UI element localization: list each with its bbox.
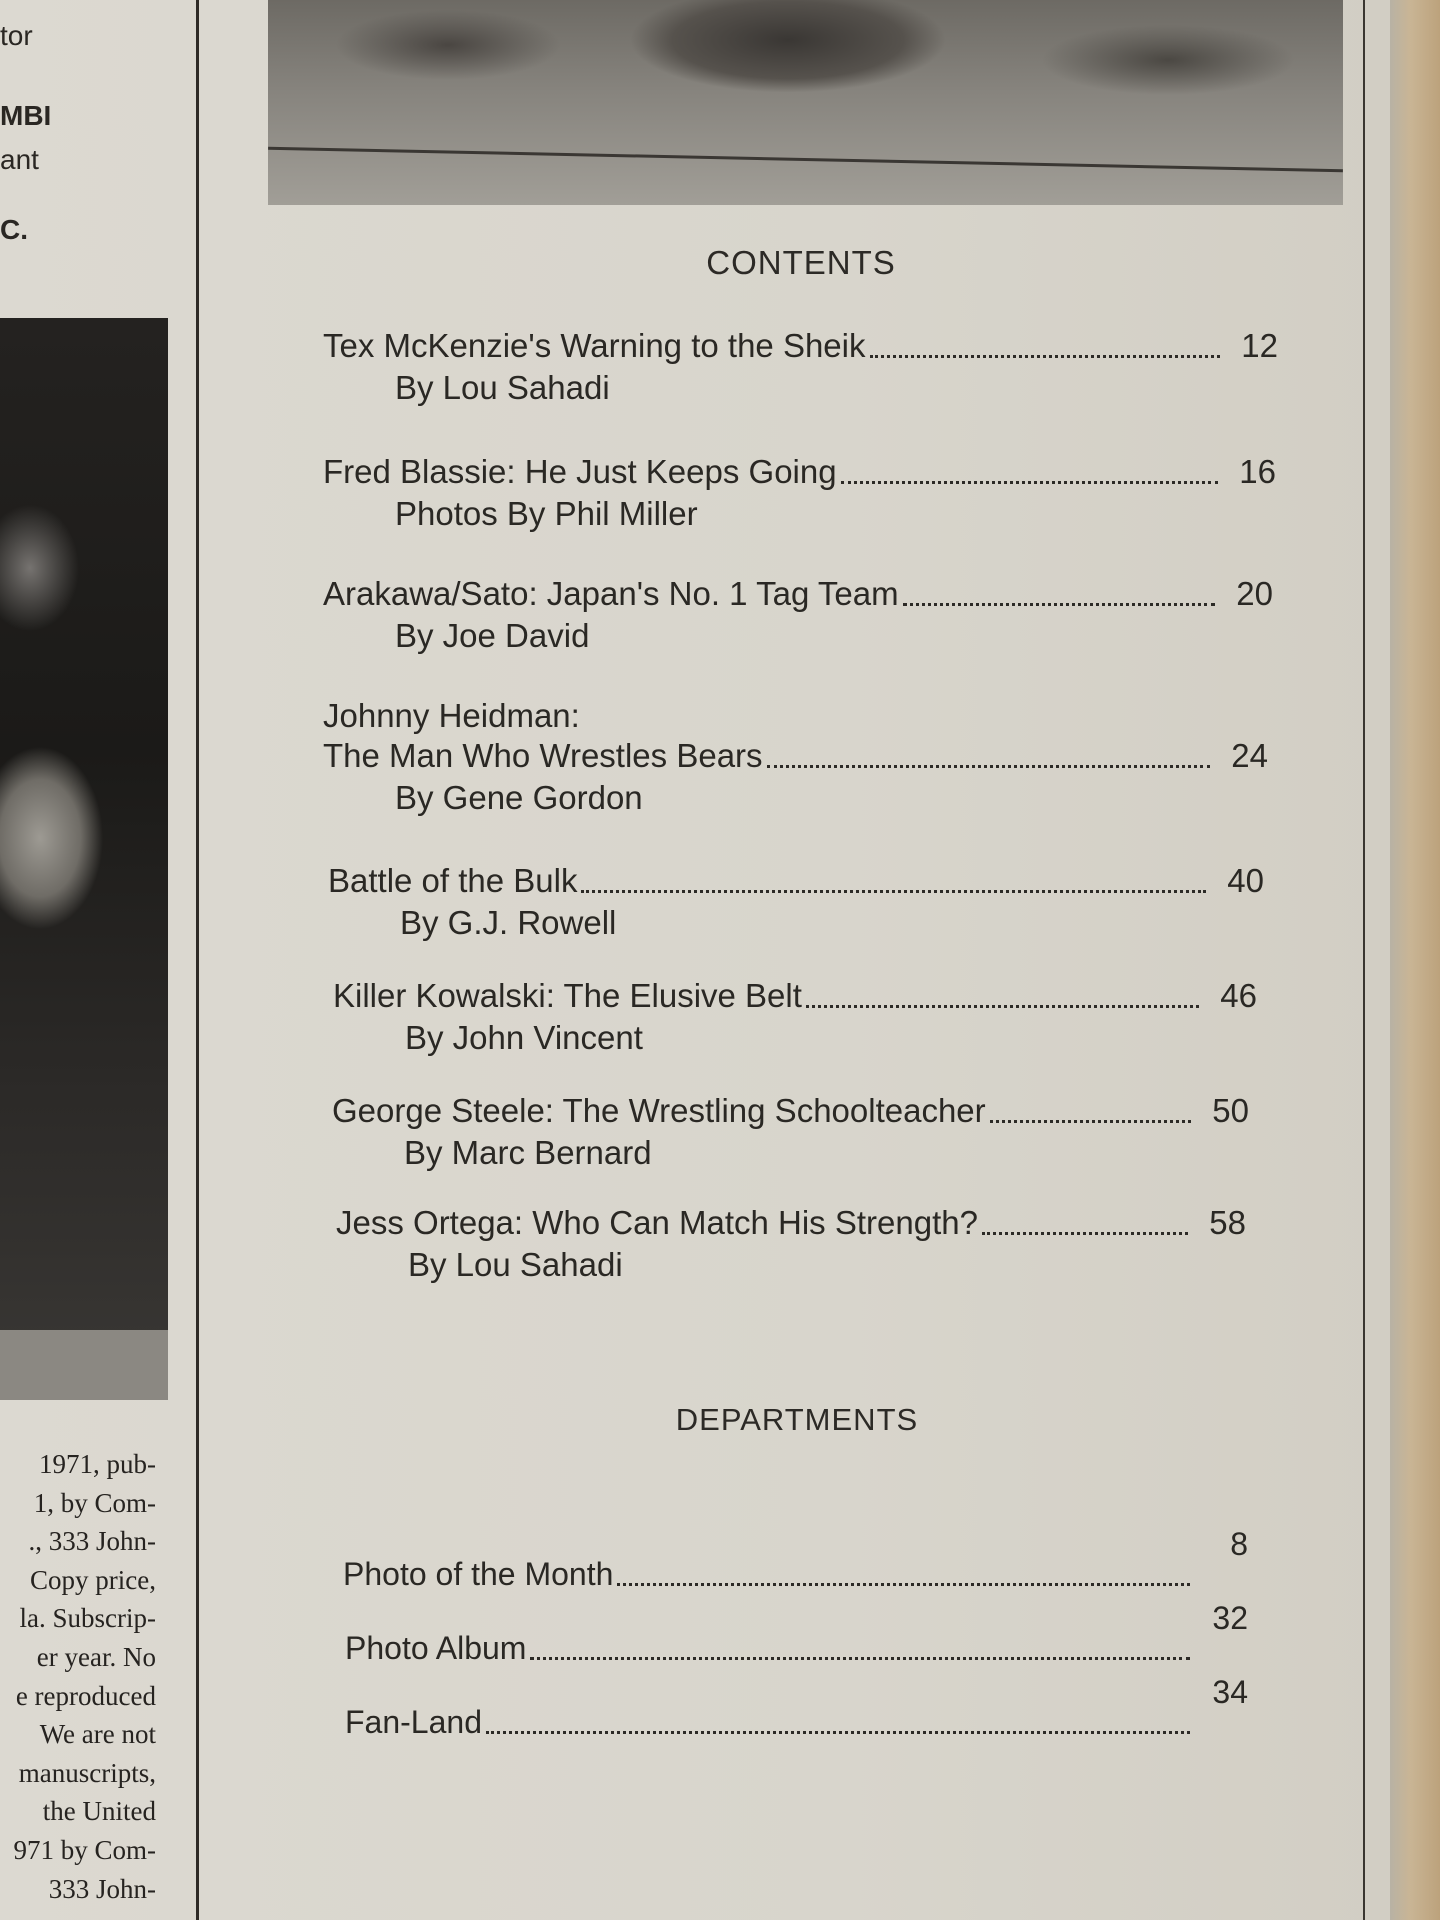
leader-dots <box>767 765 1210 768</box>
leader-dots <box>486 1731 1190 1734</box>
page-number: 8 <box>1230 1526 1248 1562</box>
notice-line: la. Subscrip- <box>19 1603 156 1634</box>
column-rule-left <box>196 0 199 1920</box>
publication-notice <box>0 1445 156 1908</box>
entry-byline: By G.J. Rowell <box>400 904 617 941</box>
notice-line: We are not <box>39 1719 156 1750</box>
contents-entry <box>323 696 1268 818</box>
notice-line: 1971, pub- <box>39 1449 156 1479</box>
leader-dots <box>581 890 1206 893</box>
leader-dots <box>990 1120 1191 1123</box>
entry-title: Arakawa/Sato: Japan's No. 1 Tag Team <box>323 575 899 612</box>
entry-title: Killer Kowalski: The Elusive Belt <box>333 977 802 1014</box>
contents-entry <box>323 326 1278 408</box>
entry-title: Tex McKenzie's Warning to the Sheik <box>323 327 866 364</box>
wrestling-photo-top <box>268 0 1343 205</box>
entry-byline: Photos By Phil Miller <box>395 495 698 532</box>
entry-title: Photo of the Month <box>343 1556 614 1592</box>
department-entry <box>343 1526 1248 1594</box>
notice-line: Copy price, <box>30 1564 156 1595</box>
leader-dots <box>982 1232 1188 1235</box>
department-entry <box>345 1600 1248 1668</box>
page-number: 40 <box>1227 862 1264 899</box>
contents-entry <box>323 452 1276 534</box>
leader-dots <box>530 1657 1190 1660</box>
notice-line: 971 by Com- <box>13 1834 156 1865</box>
departments-heading: DEPARTMENTS <box>675 1402 919 1437</box>
contents-entry <box>333 976 1257 1058</box>
notice-line: e reproduced <box>15 1680 156 1711</box>
entry-byline: By Lou Sahadi <box>408 1246 623 1283</box>
entry-byline: By Joe David <box>395 617 590 654</box>
entry-title-line1: Johnny Heidman: <box>323 697 580 734</box>
entry-title: Jess Ortega: Who Can Match His Strength? <box>336 1204 978 1241</box>
entry-title: Battle of the Bulk <box>328 862 578 899</box>
masthead-line: C. <box>0 214 28 245</box>
wrestler-photo-left <box>0 318 168 1400</box>
entry-title: Fred Blassie: He Just Keeps Going <box>323 453 837 490</box>
contents-heading: CONTENTS <box>706 244 896 281</box>
leader-dots <box>903 603 1215 606</box>
notice-line: 333 John- <box>48 1873 156 1904</box>
column-rule-right <box>1363 0 1365 1920</box>
masthead-line: ant <box>0 144 39 175</box>
page-number: 16 <box>1239 453 1276 490</box>
page-number: 58 <box>1209 1204 1246 1241</box>
contents-entry <box>336 1203 1246 1285</box>
notice-line: ., 333 John- <box>28 1526 156 1557</box>
entry-title: George Steele: The Wrestling Schoolteacher <box>332 1092 986 1129</box>
page-number: 46 <box>1220 977 1257 1014</box>
department-entry <box>345 1674 1248 1742</box>
entry-title: Photo Album <box>345 1630 527 1666</box>
masthead-fragment <box>0 14 51 252</box>
page-number: 32 <box>1212 1600 1248 1636</box>
notice-line: 1, by Com- <box>33 1487 156 1518</box>
entry-title: The Man Who Wrestles Bears <box>323 737 763 774</box>
entry-byline: By Lou Sahadi <box>395 369 610 406</box>
leader-dots <box>841 481 1218 484</box>
leader-dots <box>617 1583 1190 1586</box>
page-number: 34 <box>1212 1674 1248 1710</box>
contents-entry <box>328 861 1264 943</box>
page-number: 20 <box>1236 575 1273 612</box>
leader-dots <box>806 1005 1199 1008</box>
leader-dots <box>870 355 1221 358</box>
page-number: 50 <box>1212 1092 1249 1129</box>
photo-floor <box>0 1330 168 1400</box>
entry-title: Fan-Land <box>345 1704 482 1740</box>
ring-rope <box>268 147 1343 173</box>
entry-byline: By John Vincent <box>405 1019 643 1056</box>
masthead-line: MBI <box>0 100 52 131</box>
entry-byline: By Marc Bernard <box>404 1134 652 1171</box>
contents-entry <box>323 574 1273 656</box>
contents-entry <box>332 1091 1249 1173</box>
masthead-line: tor <box>0 20 33 51</box>
page-number: 24 <box>1231 737 1268 774</box>
page-number: 12 <box>1241 327 1278 364</box>
page-edge <box>1390 0 1440 1920</box>
notice-line: manuscripts, <box>18 1757 156 1788</box>
notice-line: the United <box>42 1796 156 1827</box>
notice-line: er year. No <box>36 1641 156 1672</box>
entry-byline: By Gene Gordon <box>395 779 643 816</box>
